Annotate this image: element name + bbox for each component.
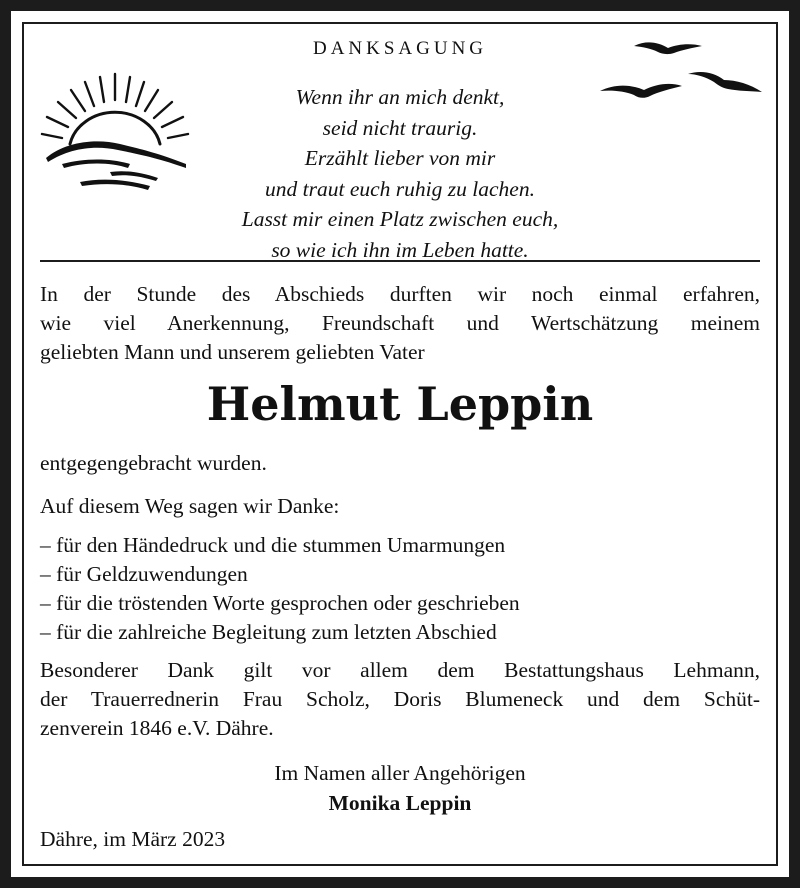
- divider-line: [40, 260, 760, 262]
- thanks-list-item: – für die zahlreiche Begleitung zum letzten Abschied: [40, 620, 497, 644]
- signature-label: Im Namen aller Angehörigen: [274, 761, 526, 785]
- special-thanks-line: Besonderer Dank gilt vor allem dem Bestattungshaus Lehmann,: [40, 658, 760, 682]
- thanks-list-item: – für Geldzuwendungen: [40, 562, 248, 586]
- poem-line: Lasst mir einen Platz zwischen euch,: [241, 207, 559, 231]
- intro-line: In der Stunde des Abschieds durften wir noch einmal erfahren,: [40, 282, 760, 306]
- poem-line: und traut euch ruhig zu lachen.: [265, 176, 535, 201]
- thanks-list: [40, 531, 760, 647]
- deceased-name: Helmut Leppin: [206, 377, 594, 431]
- thanks-intro: [40, 492, 760, 521]
- thanks-intro-line: Auf diesem Weg sagen wir Danke:: [40, 494, 340, 518]
- poem-line: so wie ich ihn im Leben hatte.: [271, 237, 529, 262]
- poem-line: seid nicht traurig.: [322, 115, 478, 140]
- poem-line: Wenn ihr an mich denkt,: [295, 85, 505, 109]
- notice-title: DANKSAGUNG: [312, 38, 488, 59]
- thanks-list-item: – für den Händedruck und die stummen Umarmungen: [40, 533, 506, 557]
- poem: [200, 82, 600, 265]
- after-name-text: [40, 449, 760, 478]
- signature-name: Monika Leppin: [328, 791, 472, 815]
- special-thanks-paragraph: [40, 656, 760, 743]
- birds-icon: [596, 36, 771, 108]
- special-thanks-line: zenverein 1846 e.V. Dähre.: [40, 716, 274, 740]
- thanks-list-item: – für die tröstenden Worte gesprochen oder geschrieben: [40, 591, 520, 615]
- after-name-line: entgegengebracht wurden.: [40, 451, 267, 475]
- signature-block: [0, 758, 800, 818]
- intro-line: wie viel Anerkennung, Freundschaft und Wertschätzung meinem: [40, 311, 760, 335]
- special-thanks-line: der Trauerrednerin Frau Scholz, Doris Blumeneck und dem Schüt-: [40, 687, 760, 711]
- intro-line: geliebten Mann und unserem geliebten Vater: [40, 340, 425, 364]
- dateline: Dähre, im März 2023: [40, 827, 226, 851]
- poem-line: Erzählt lieber von mir: [304, 146, 496, 170]
- sunset-icon: [40, 72, 190, 197]
- intro-paragraph: [40, 280, 760, 367]
